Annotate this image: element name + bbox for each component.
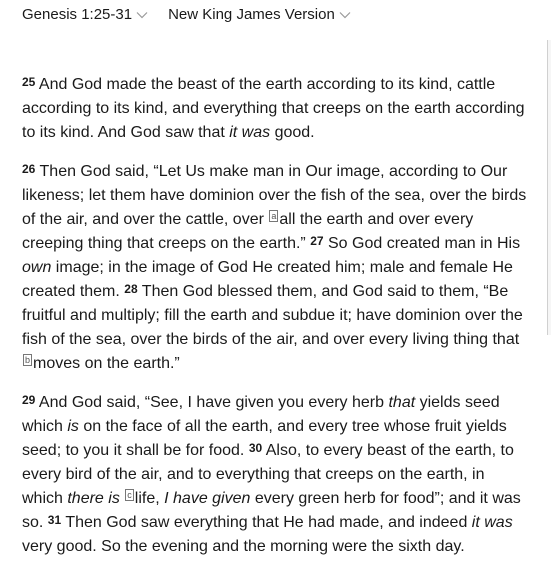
- verse-text: And God said, “See, I have given you every herb: [38, 394, 389, 411]
- verse-italic: own: [22, 259, 52, 276]
- verse-number: 26: [22, 162, 36, 176]
- verse-text: And God made the beast of the earth according to its kind, cattle according to its kind, and everything that creeps on the earth according to its kind. And God saw that: [22, 76, 525, 141]
- verse-italic: there is: [67, 490, 120, 507]
- chevron-down-icon: [339, 11, 351, 19]
- footnote-marker[interactable]: b: [25, 355, 31, 365]
- verse-italic: I have given: [164, 490, 251, 507]
- paragraph-2: [22, 160, 527, 376]
- verse-text: moves on the earth.”: [33, 355, 180, 372]
- passage-toolbar: [0, 0, 551, 28]
- verse-text: Then God blessed them, and God said to them, “Be fruitful and multiply; fill the earth and subdue it; have dominion over the fish of the sea, over the birds of the air, and over every living thing that: [22, 283, 523, 348]
- verse-text: good.: [270, 124, 315, 141]
- verse-number: 30: [248, 441, 263, 455]
- verse-number: 28: [124, 282, 138, 296]
- verse-text: Then God said, “Let Us make man in Our image, according to Our likeness; let them have dominion over the fish of the sea, over the birds of the air, and over the cattle, over: [22, 163, 527, 228]
- verse-italic: it was: [471, 514, 513, 531]
- verse-text: all the earth and over every creeping thing that creeps on the earth.”: [22, 211, 474, 252]
- verse-number: 27: [310, 234, 324, 248]
- verse-text: life,: [134, 490, 165, 507]
- paragraph-1: [22, 73, 527, 145]
- footnote-marker[interactable]: c: [127, 490, 132, 500]
- reference-selector[interactable]: [22, 6, 148, 23]
- verse-number: 29: [22, 393, 36, 407]
- footnote-marker[interactable]: a: [271, 211, 277, 221]
- scrollbar[interactable]: [547, 40, 551, 335]
- verse-text: yields seed which: [22, 394, 500, 435]
- verse-text: every green herb for food”; and it was so.: [22, 490, 521, 531]
- verse-text: very good. So the evening and the morning were the sixth day.: [22, 538, 465, 555]
- verse-italic: it was: [229, 124, 271, 141]
- verse-text: Also, to every beast of the earth, to every bird of the air, and to everything that creeps on the earth, in which: [22, 442, 514, 507]
- reference-label: Genesis 1:25-31: [22, 5, 133, 23]
- paragraph-3: [22, 391, 527, 559]
- verse-text: image; in the image of God He created him; male and female He created them.: [22, 259, 513, 300]
- passage-text: [22, 73, 527, 574]
- version-selector[interactable]: [168, 6, 351, 23]
- verse-italic: that: [388, 394, 416, 411]
- verse-number: 25: [22, 75, 36, 89]
- verse-text: Then God saw everything that He had made, and indeed: [65, 514, 472, 531]
- verse-italic: is: [67, 418, 79, 435]
- verse-text: on the face of all the earth, and every tree whose fruit yields seed; to you it shall be for food.: [22, 418, 507, 459]
- chevron-down-icon: [136, 11, 148, 19]
- verse-text: So God created man in His: [328, 235, 521, 252]
- verse-number: 31: [47, 513, 62, 527]
- version-label: New King James Version: [168, 5, 335, 23]
